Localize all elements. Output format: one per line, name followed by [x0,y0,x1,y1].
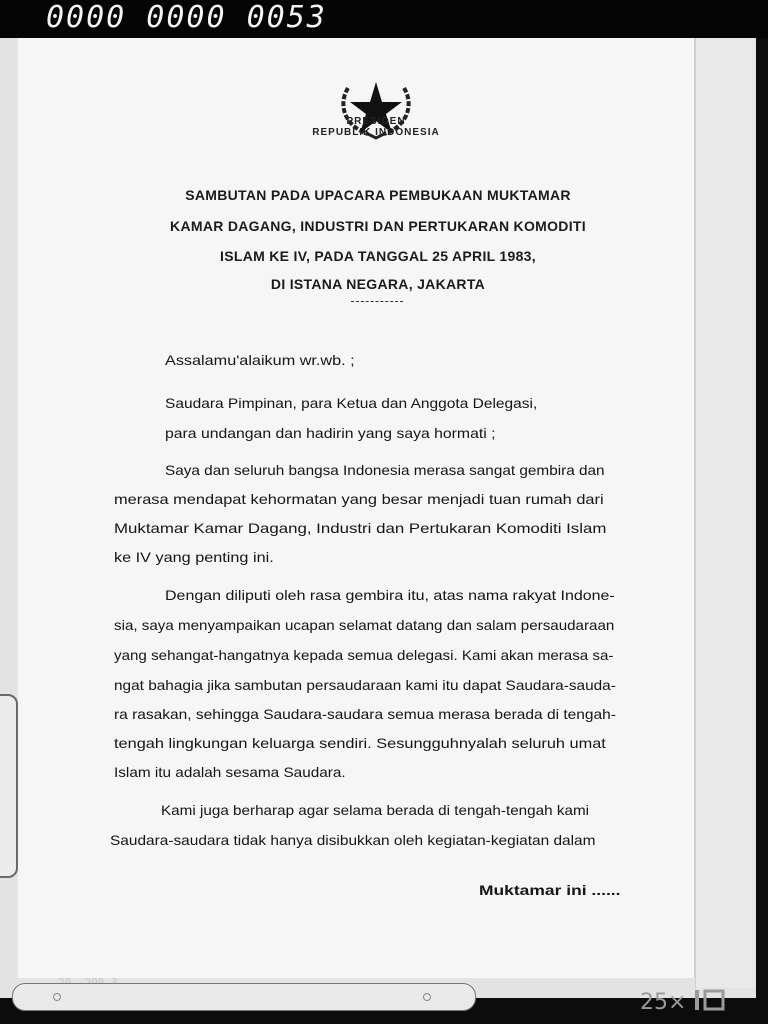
salutation-line: Saudara Pimpinan, para Ketua dan Anggota Delegasi, [165,395,538,411]
continuation-catchword: Muktamar ini ...... [479,882,621,898]
paragraph-line: ke IV yang penting ini. [114,549,274,565]
title-line-4: DI ISTANA NEGARA, JAKARTA [270,276,486,292]
film-right-strip [695,38,754,988]
paragraph-line: Kami juga berharap agar selama berada di tengah-tengah kami [161,802,590,818]
paragraph-line: Saudara-saudara tidak hanya disibukkan oleh kegiatan-kegiatan dalam [110,832,596,848]
letterhead-line-1: PRESIDEN [346,116,406,127]
salutation-line: para undangan dan hadirin yang saya hormati ; [165,425,496,441]
paragraph-line: sia, saya menyampaikan ucapan selamat datang dan salam persaudaraan [114,617,615,633]
title-underline [351,301,403,302]
paragraph-line: ra rasakan, sehingga Saudara-saudara semua merasa berada di tengah- [114,706,616,722]
greeting: Assalamu'alaikum wr.wb. ; [165,352,355,368]
title-line-1: SAMBUTAN PADA UPACARA PEMBUKAAN MUKTAMAR [185,187,571,203]
paragraph-line: merasa mendapat kehormatan yang besar menjadi tuan rumah dari [114,491,604,507]
title-line-3: ISLAM KE IV, PADA TANGGAL 25 APRIL 1983, [220,248,536,264]
document-page [18,38,695,978]
paragraph-line: Saya dan seluruh bangsa Indonesia merasa sangat gembira dan [165,462,605,478]
paragraph-line: Muktamar Kamar Dagang, Industri dan Pertukaran Komoditi Islam [114,520,607,536]
paragraph-line: Dengan diliputi oleh rasa gembira itu, atas nama rakyat Indone- [165,587,615,603]
paragraph-line: Islam itu adalah sesama Saudara. [114,764,346,780]
film-frame-header [0,0,768,38]
title-line-2: KAMAR DAGANG, INDUSTRI DAN PERTUKARAN KOMODITI [170,218,586,234]
bar-dot [423,993,431,1001]
left-tab-handle [0,694,18,878]
paragraph-line: yang sehangat-hangatnya kepada semua delegasi. Kami akan merasa sa- [114,647,614,663]
bar-dot [53,993,61,1001]
reduction-label: 25× [640,990,687,1015]
reduction-ratio-mark [640,988,733,1015]
reduction-bars-icon [693,988,733,1012]
paragraph-line: ngat bahagia jika sambutan persaudaraan kami itu dapat Saudara-sauda- [114,677,616,693]
film-bottom-bar [12,983,476,1011]
frame-number: 0000 0000 0053 [46,0,327,35]
paragraph-line: tengah lingkungan keluarga sendiri. Sesungguhnyalah seluruh umat [114,735,606,751]
letterhead-line-2: REPUBLIK INDONESIA [312,127,440,138]
